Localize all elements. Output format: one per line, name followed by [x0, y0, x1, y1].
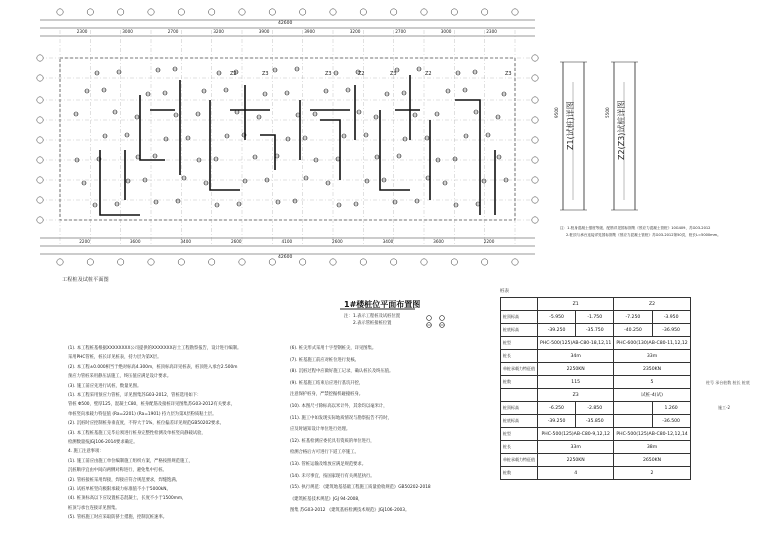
- axis-bubble: [390, 9, 396, 15]
- table-row: 桩型 PHC-500(125)AB-C80-18,12,11 PHC-600(130)AB-C80-11,12,12: [501, 337, 691, 350]
- note-line: (11). 施工中如发现实际地质情况与勘察报告不符时，: [290, 415, 392, 421]
- axis-bubble: [208, 9, 214, 15]
- dimension-value: 2600: [230, 239, 242, 244]
- note-line: (3). 施工前应先进行试桩，数量见图。: [68, 383, 142, 389]
- pile-table: [500, 297, 691, 480]
- axis-bubble: [481, 9, 487, 15]
- dimension-value: 3200: [349, 29, 361, 34]
- axis-bubble: [208, 259, 214, 265]
- axis-bubble: [87, 9, 93, 15]
- axis-bubble: [148, 259, 154, 265]
- pile-cap-strip: [100, 150, 140, 215]
- axis-bubble: [178, 9, 184, 15]
- axis-bubble: [532, 97, 538, 103]
- axis-bubble: [390, 259, 396, 265]
- total-dimension-top: 42600: [278, 21, 293, 26]
- table-row: [501, 389, 691, 402]
- note-line: (3). 试桩单桩竖向极限承载力标准值不小于5000kN。: [68, 487, 171, 492]
- table-row: [501, 298, 691, 311]
- axis-bubble: [37, 75, 43, 81]
- pile-tag: Z3: [390, 71, 397, 77]
- axis-bubble: [57, 9, 63, 15]
- note-line: (10). 本图尺寸除标高以米计外，其余均以毫米计，: [290, 404, 388, 409]
- axis-bubble: [299, 9, 305, 15]
- note-line: (6). 桩尖形式采用十字型钢桩尖，详见图集。: [290, 346, 377, 351]
- axis-bubble: [532, 217, 538, 223]
- legend-item-2: 2.表示管桩接桩位置: [353, 321, 392, 326]
- axis-bubble: [532, 177, 538, 183]
- side-label-1: 柱号 承台桩数 桩长 桩底: [706, 380, 750, 385]
- axis-bubble: [37, 177, 43, 183]
- axis-bubble: [532, 197, 538, 203]
- pile-tag: Z3: [262, 71, 269, 77]
- dimension-value: 3900: [304, 29, 315, 34]
- pile-cap-strip: [320, 120, 340, 180]
- z1-detail-label: Z1(试桩)详图: [566, 101, 575, 150]
- pile-cap-strip: [260, 135, 275, 170]
- dimension-value: 3900: [258, 29, 270, 34]
- note-line: (7). 桩基施工前应对桩位进行复核。: [290, 357, 359, 363]
- axis-bubble: [481, 259, 487, 265]
- axis-bubble: [37, 217, 43, 223]
- dimension-value: 3400: [180, 239, 192, 244]
- axis-bubble: [532, 117, 538, 123]
- note-line: (1). 本工程桩基根据XXXXXXXX公司提供的XXXXXXX岩土工程勘察报告，设计进行编制。: [68, 346, 242, 351]
- axis-bubble: [87, 259, 93, 265]
- note-line: (1). 本工程采用预应力管桩，详见图集苏G03-2012，管桩选用如下：: [68, 393, 202, 398]
- axis-bubble: [57, 259, 63, 265]
- dimension-value: 3000: [122, 29, 133, 34]
- axis-bubble: [178, 259, 184, 265]
- plan-caption: 工程桩及试桩平面图: [62, 277, 109, 283]
- axis-bubble: [330, 259, 336, 265]
- axis-bubble: [512, 259, 518, 265]
- pile-tag: Z2: [230, 71, 237, 77]
- note-line: 检测合格后方可进行下道工序施工。: [290, 450, 359, 456]
- axis-bubble: [421, 259, 427, 265]
- axis-bubble: [148, 9, 154, 15]
- axis-bubble: [239, 259, 245, 265]
- note-line: (2). 管桩接桩采用焊接，焊接应符合规范要求，焊缝饱满。: [68, 477, 180, 483]
- axis-bubble: [117, 259, 123, 265]
- table-row: 桩顶标高 -5.950 -1.750 -7.250 -3.950: [501, 311, 691, 324]
- axis-bubble: [299, 259, 305, 265]
- axis-bubble: [37, 137, 43, 143]
- table-row: 单桩承载力特征值 2250KN 2350KN: [501, 363, 691, 376]
- axis-bubble: [421, 9, 427, 15]
- table-row: 桩长 34m 33m: [501, 350, 691, 363]
- z1-header: Z1: [538, 298, 614, 311]
- note-line: 管桩 Φ500，壁厚125，混凝土C80，桩身配筋及接桩详见图集苏G03-2012有关要求，: [68, 402, 235, 408]
- table-row: 桩数 115 5: [501, 376, 691, 389]
- axis-bubble: [239, 9, 245, 15]
- total-dimension-bottom: 42600: [278, 255, 293, 260]
- note-line: (2). 本工程±0.000相当于绝对标高4.300m，桩顶标高详见桩表，桩顶进入承台2.500m: [68, 364, 238, 370]
- table-row: 桩底标高 -39.250 -35.850 -36.500: [501, 415, 691, 428]
- table-row: 桩数 4 2: [501, 467, 691, 480]
- main-title: 1#楼桩位平面布置图: [344, 300, 421, 309]
- note-line: 4. 施工注意事项：: [68, 449, 104, 455]
- note-line: (5). 管桩施工时应采取防挤土措施，控制沉桩速率。: [68, 515, 168, 521]
- axis-bubble: [532, 157, 538, 163]
- axis-bubble: [37, 197, 43, 203]
- note-line: (4). 桩顶标高以下应设置桩芯混凝土，长度不小于1500mm，: [68, 496, 187, 502]
- z4-header: 试桩-4(试): [614, 389, 690, 402]
- note-line: 注意保护桩身，严禁挖掘机碰撞桩身。: [290, 392, 364, 398]
- dimension-value: 2200: [483, 239, 495, 244]
- note-line: (14). 未尽事宜，按国家现行有关规范执行。: [290, 473, 375, 479]
- z2-detail-label: Z2(Z3)试桩详图: [617, 100, 626, 160]
- z2-header: Z2: [614, 298, 690, 311]
- axis-bubble: [512, 9, 518, 15]
- z3-header: Z3: [538, 389, 614, 402]
- note-line: 桩顶与承台连接详见图集。: [68, 505, 120, 511]
- z2-dim: 5500: [605, 107, 610, 118]
- dimension-value: 2700: [167, 29, 179, 34]
- dimension-value: 2300: [486, 29, 497, 34]
- note-line: 采用PHC管桩，桩长详见桩表，持力层为第X层。: [68, 355, 162, 361]
- dimension-value: 2200: [79, 239, 90, 244]
- note-line: 沉桩顺序宜由中间向两侧对称进行，避免集中打桩。: [68, 468, 167, 474]
- note-line: (12). 桩基检测应委托具有资质的单位进行，: [290, 438, 375, 444]
- note-line: (1). 施工前应由施工单位编制施工组织方案，严格按照规范施工，: [68, 458, 193, 464]
- note-line: 预应力管桩采用静压法施工，终压值应满足设计要求。: [68, 374, 172, 380]
- note-line: (9). 桩基施工结束后应进行基坑开挖，: [290, 380, 364, 386]
- note-line: (13). 管桩运输及堆放应满足规范要求。: [290, 462, 367, 467]
- axis-bubble: [360, 9, 366, 15]
- dimension-value: 3600: [129, 239, 141, 244]
- legend-pile-icon: [440, 316, 445, 321]
- note-line: 应及时通知设计单位进行处理。: [290, 427, 351, 433]
- table-caption: 桩表: [500, 289, 509, 294]
- table-row: 桩顶标高 -6.250 -2.850 1.260: [501, 402, 691, 415]
- axis-bubble: [269, 259, 275, 265]
- note-line: (2). 沉桩时应控制桩身垂直度，不得大于1%，桩位偏差详见规范GB50202要求。: [68, 421, 224, 427]
- detail-note-1: 注：1.桩身混凝土强度等级、配筋详见国标图集《预应力混凝土管桩》10G409、苏G03-2012: [560, 226, 711, 230]
- note-line: 检测数量按JGJ106-2014要求确定。: [68, 440, 138, 445]
- table-row: 单桩承载力特征值 2250KN 2650KN: [501, 454, 691, 467]
- pile-tag: Z2: [425, 71, 432, 77]
- pile-plan: [37, 9, 538, 265]
- dimension-value: 3000: [440, 29, 452, 34]
- dimension-value: 2600: [332, 239, 343, 244]
- note-line: 《建筑桩基技术规范》JGJ 94-2008，: [290, 496, 363, 502]
- axis-bubble: [360, 259, 366, 265]
- axis-bubble: [117, 9, 123, 15]
- table-row: 桩型 PHC-500(125)AB-C80-9,12,12 PHC-500(125)AB-C80-12,12,14: [501, 428, 691, 441]
- detail-note-2: 2.桩顶与承台连接详见国标图集《预应力混凝土管桩》苏G03-2012第50页，桩长L=5000mm。: [566, 233, 721, 237]
- legend-pile-icon: [427, 316, 432, 321]
- axis-bubble: [37, 97, 43, 103]
- table-row: 桩长 33m 38m: [501, 441, 691, 454]
- axis-bubble: [37, 55, 43, 61]
- note-line: (3). 本工程桩基施工完毕后须进行桩身完整性检测及单桩竖向静载试验，: [68, 430, 206, 436]
- dimension-value: 3400: [382, 239, 394, 244]
- table-row: 桩底标高 -39.250 -35.750 -40.250 -36.950: [501, 324, 691, 337]
- dimension-value: 3600: [433, 239, 444, 244]
- axis-bubble: [532, 75, 538, 81]
- axis-bubble: [37, 117, 43, 123]
- side-label-2: 施工-2: [718, 405, 730, 410]
- axis-bubble: [451, 9, 457, 15]
- dimension-value: 2300: [76, 29, 88, 34]
- note-line: (8). 沉桩过程中应做好施工记录，确认桩长及终压值。: [290, 369, 394, 375]
- pile-tag: Z3: [325, 71, 332, 77]
- axis-bubble: [330, 9, 336, 15]
- axis-bubble: [532, 55, 538, 61]
- axis-bubble: [269, 9, 275, 15]
- pile-cap-strip: [140, 95, 165, 160]
- pile-tag: Z3: [505, 71, 512, 77]
- legend-item-1: 1.表示工程桩及试桩位置: [353, 314, 401, 319]
- note-line: (15). 执行规范：《建筑地基基础工程施工质量验收规范》GB50202-2018: [290, 485, 431, 491]
- axis-bubble: [37, 157, 43, 163]
- note-line: 图集 苏G03-2012 《建筑基桩检测技术规范》JGJ106-2003。: [290, 508, 410, 514]
- legend-label: 注：: [344, 314, 353, 319]
- dimension-value: 4100: [281, 239, 293, 244]
- axis-bubble: [532, 137, 538, 143]
- axis-bubble: [451, 259, 457, 265]
- pile-cap-strip: [455, 100, 480, 215]
- note-line: 单桩竖向承载力特征值 (Ra=2201) (Ra=1901) 持力层为第X层粉质粘土层。: [68, 411, 217, 417]
- pile-tag: Z2: [358, 71, 365, 77]
- z1-dim: 9500: [554, 107, 559, 118]
- dimension-value: 3200: [213, 29, 224, 34]
- dimension-value: 2700: [395, 29, 406, 34]
